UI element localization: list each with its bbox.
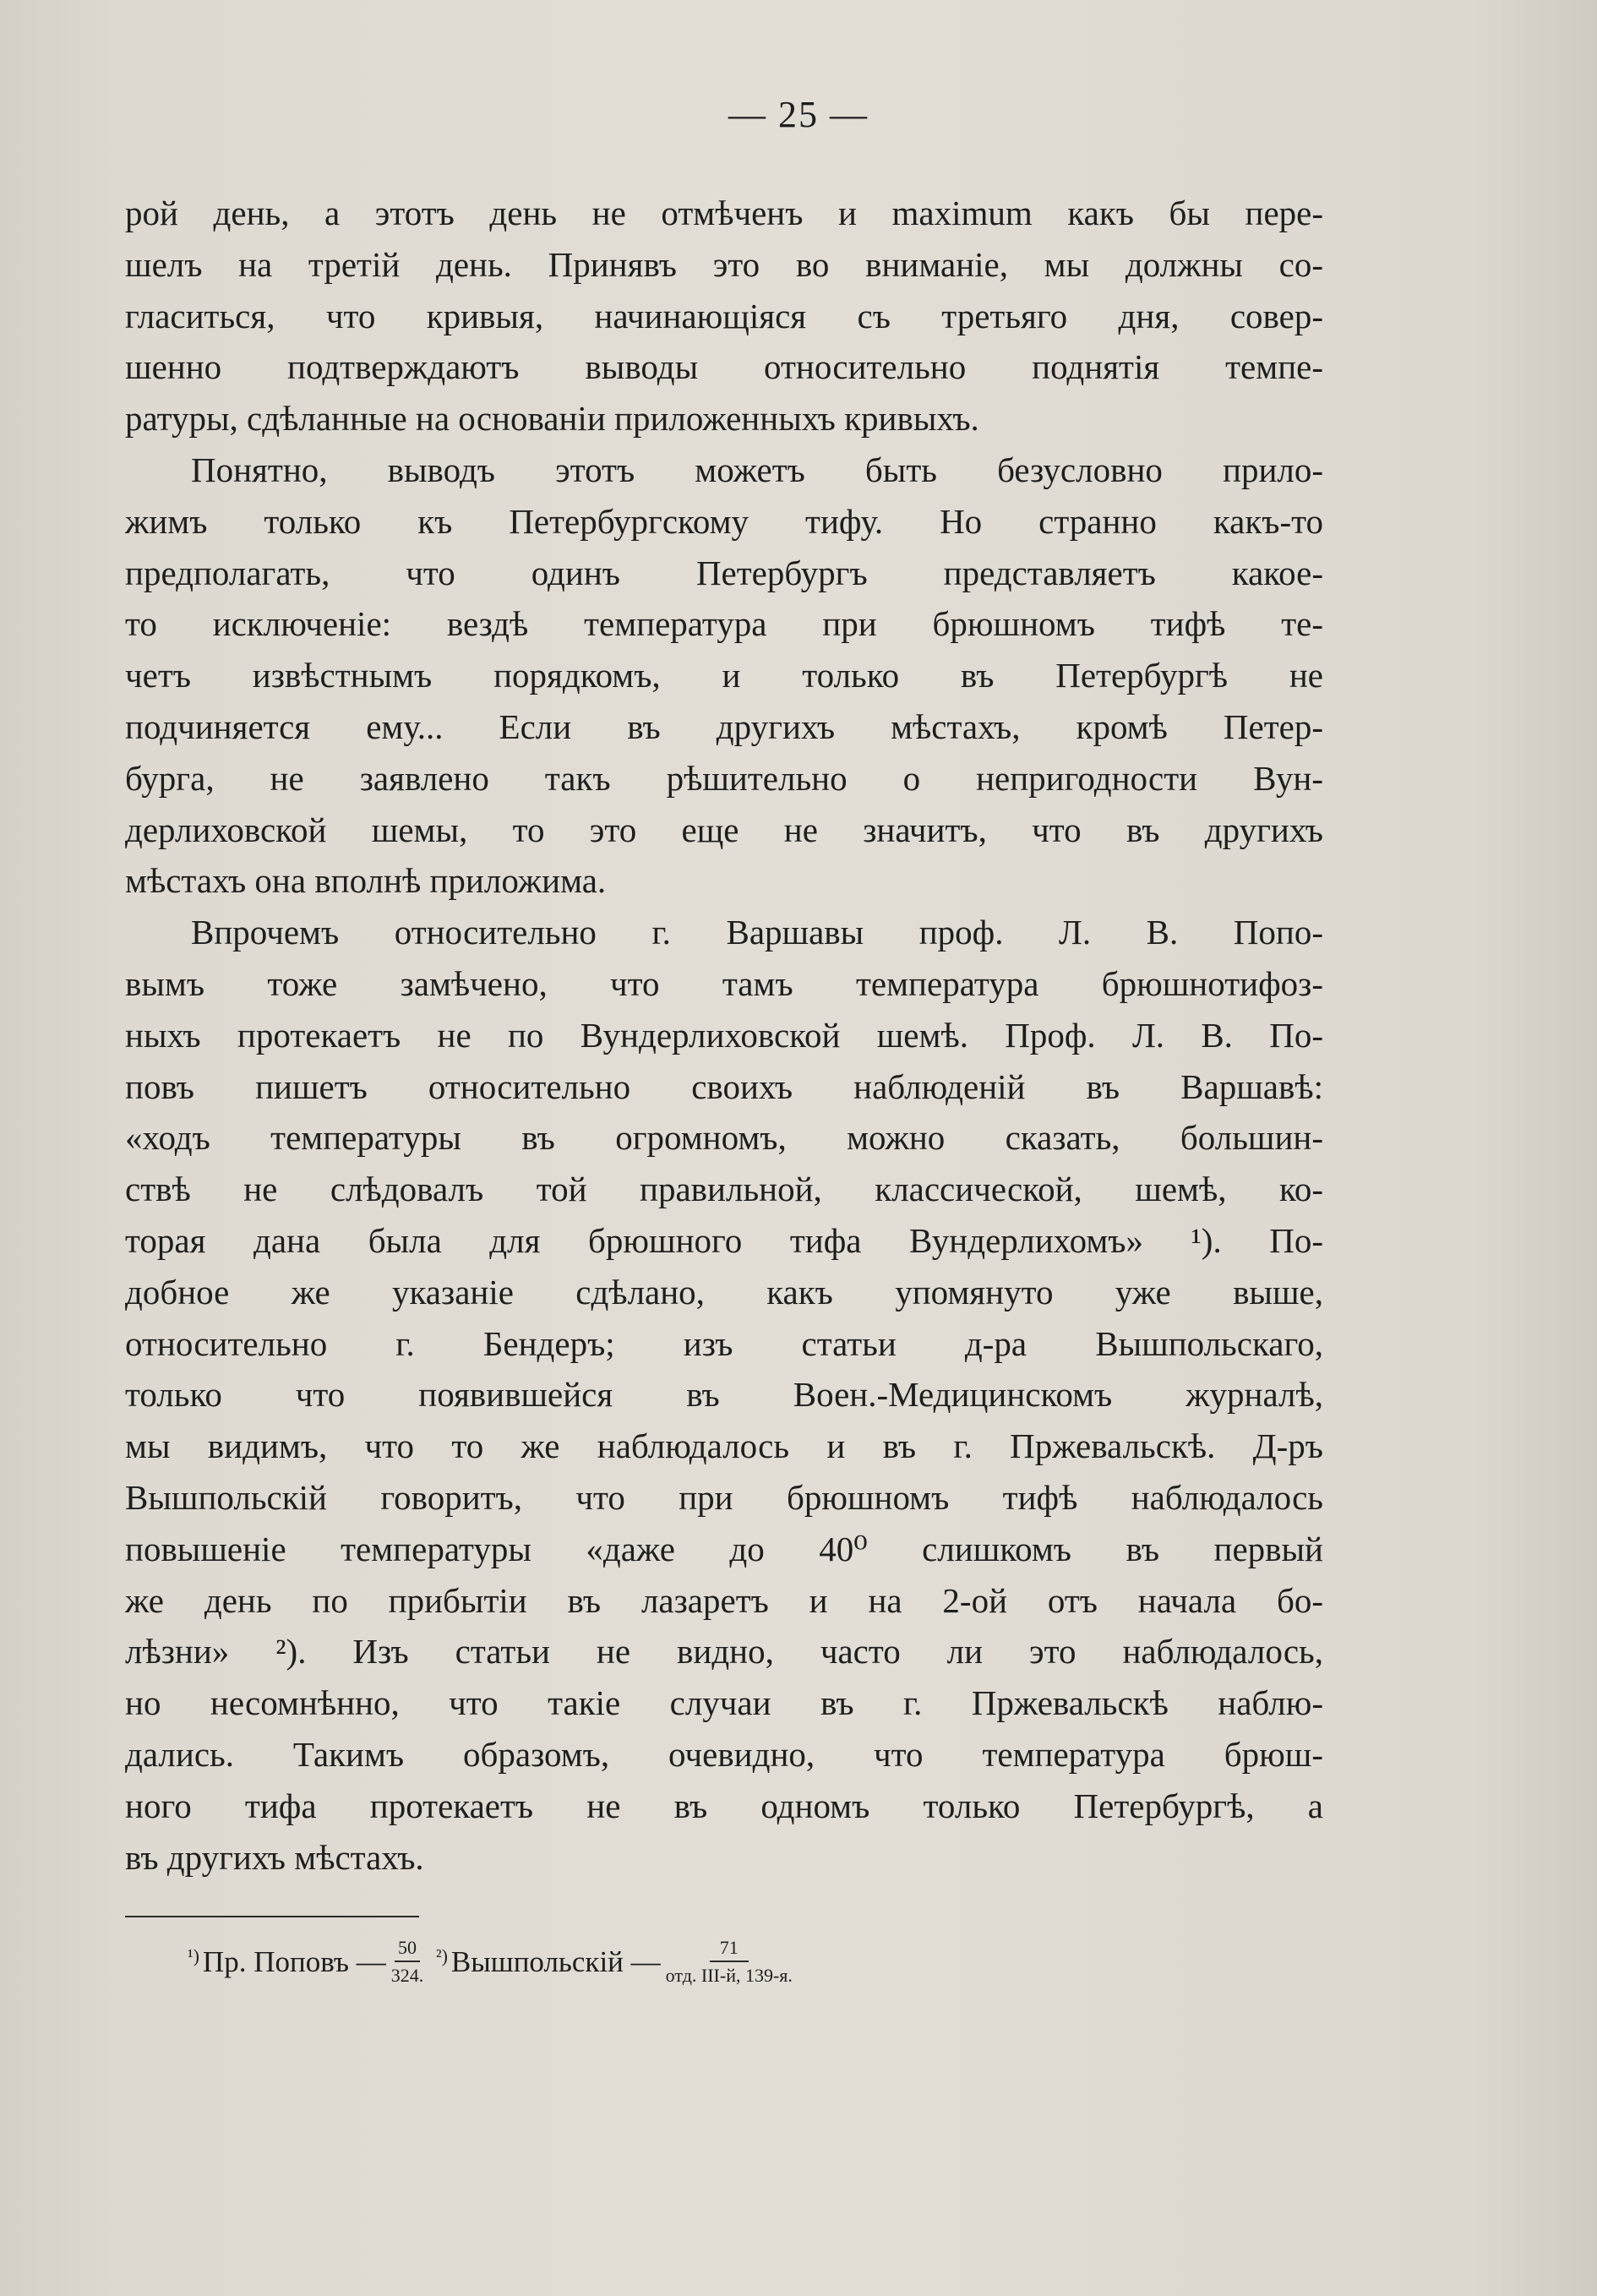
- text-line: лѣзни» ²). Изъ статьи не видно, часто ли это наблюдалось,: [125, 1632, 1323, 1672]
- paragraph-1: [125, 188, 1323, 444]
- footnote-fraction: [391, 1937, 424, 1987]
- footnote-marker: ²): [435, 1945, 448, 1967]
- footnote-text: Пр. Поповъ —: [202, 1944, 386, 1978]
- fraction-numerator: 71: [710, 1937, 749, 1962]
- text-line: Понятно, выводъ этотъ можетъ быть безусловно прило-: [191, 450, 1323, 489]
- footnotes: [188, 1937, 798, 1987]
- text-line: торая дана была для брюшного тифа Вундерлихомъ» ¹). По-: [125, 1220, 1323, 1260]
- fraction-denominator: 324.: [390, 1965, 424, 1987]
- paragraph-2: [125, 444, 1323, 907]
- text-line: дерлиховской шемы, то это еще не значитъ, что въ другихъ: [125, 810, 1323, 849]
- text-line: подчиняется ему... Если въ другихъ мѣстахъ, кромѣ Петер-: [125, 706, 1323, 746]
- text-line: то исключеніе: вездѣ температура при брюшномъ тифѣ те-: [125, 604, 1323, 644]
- text-line: жимъ только къ Петербургскому тифу. Но странно какъ-то: [125, 501, 1323, 541]
- text-line: Впрочемъ относительно г. Варшавы проф. Л. В. Попо-: [191, 913, 1323, 952]
- text-line: ныхъ протекаетъ не по Вундерлиховской шемѣ. Проф. Л. В. По-: [125, 1015, 1323, 1055]
- text-line: повышеніе температуры «даже до 40⁰ слишкомъ въ первый: [125, 1529, 1323, 1568]
- text-line: предполагать, что одинъ Петербургъ представляетъ какое-: [125, 553, 1323, 592]
- text-line: шенно подтверждаютъ выводы относительно поднятія темпе-: [125, 347, 1323, 387]
- text-line: но несомнѣнно, что такіе случаи въ г. Пржевальскѣ наблю-: [125, 1683, 1323, 1723]
- text-line: дались. Такимъ образомъ, очевидно, что температура брюш-: [125, 1734, 1323, 1774]
- text-line: ратуры, сдѣланные на основаніи приложенныхъ кривыхъ.: [125, 399, 979, 439]
- text-line: гласиться, что кривыя, начинающіяся съ третьяго дня, совер-: [125, 296, 1323, 335]
- body-text: [125, 188, 1323, 1883]
- text-line: вымъ тоже замѣчено, что тамъ температура брюшнотифоз-: [125, 963, 1323, 1003]
- text-line: мы видимъ, что то же наблюдалось и въ г. Пржевальскѣ. Д-ръ: [125, 1426, 1323, 1466]
- text-line: бурга, не заявлено такъ рѣшительно о непригодности Вун-: [125, 758, 1323, 798]
- fraction-denominator: отд. III-й, 139-я.: [665, 1965, 793, 1987]
- text-line: относительно г. Бендеръ; изъ статьи д-ра Вышпольскаго,: [125, 1323, 1323, 1363]
- footnote-marker: ¹): [188, 1945, 199, 1967]
- text-line: повъ пишетъ относительно своихъ наблюденій въ Варшавѣ:: [125, 1066, 1323, 1106]
- paragraph-3: [125, 907, 1323, 1883]
- footnote-divider: [125, 1916, 419, 1917]
- text-line: мѣстахъ она вполнѣ приложима.: [125, 861, 607, 901]
- text-line: Вышпольскій говоритъ, что при брюшномъ тифѣ наблюдалось: [125, 1477, 1323, 1517]
- text-line: ствѣ не слѣдовалъ той правильной, классической, шемѣ, ко-: [125, 1170, 1323, 1209]
- text-line: четъ извѣстнымъ порядкомъ, и только въ Петербургѣ не: [125, 656, 1323, 695]
- footnote-fraction: [666, 1937, 793, 1987]
- text-line: ного тифа протекаетъ не въ одномъ только Петербургѣ, а: [125, 1786, 1323, 1825]
- footnote-text: Вышпольскій —: [450, 1944, 661, 1978]
- text-line: же день по прибытіи въ лазаретъ и на 2-ой отъ начала бо-: [125, 1580, 1323, 1620]
- fraction-numerator: 50: [395, 1937, 420, 1962]
- text-line: въ другихъ мѣстахъ.: [125, 1837, 424, 1877]
- text-line: шелъ на третій день. Принявъ это во вниманіе, мы должны со-: [125, 244, 1323, 284]
- footnote-1: [188, 1937, 428, 1987]
- page-number: — 25 —: [728, 94, 869, 135]
- text-line: только что появившейся въ Воен.-Медицинскомъ журналѣ,: [125, 1375, 1323, 1415]
- text-line: «ходъ температуры въ огромномъ, можно сказать, большин-: [125, 1118, 1323, 1158]
- footnote-2: [436, 1937, 798, 1987]
- text-line: добное же указаніе сдѣлано, какъ упомянуто уже выше,: [125, 1272, 1323, 1312]
- text-line: рой день, а этотъ день не отмѣченъ и maximum какъ бы пере-: [125, 194, 1323, 232]
